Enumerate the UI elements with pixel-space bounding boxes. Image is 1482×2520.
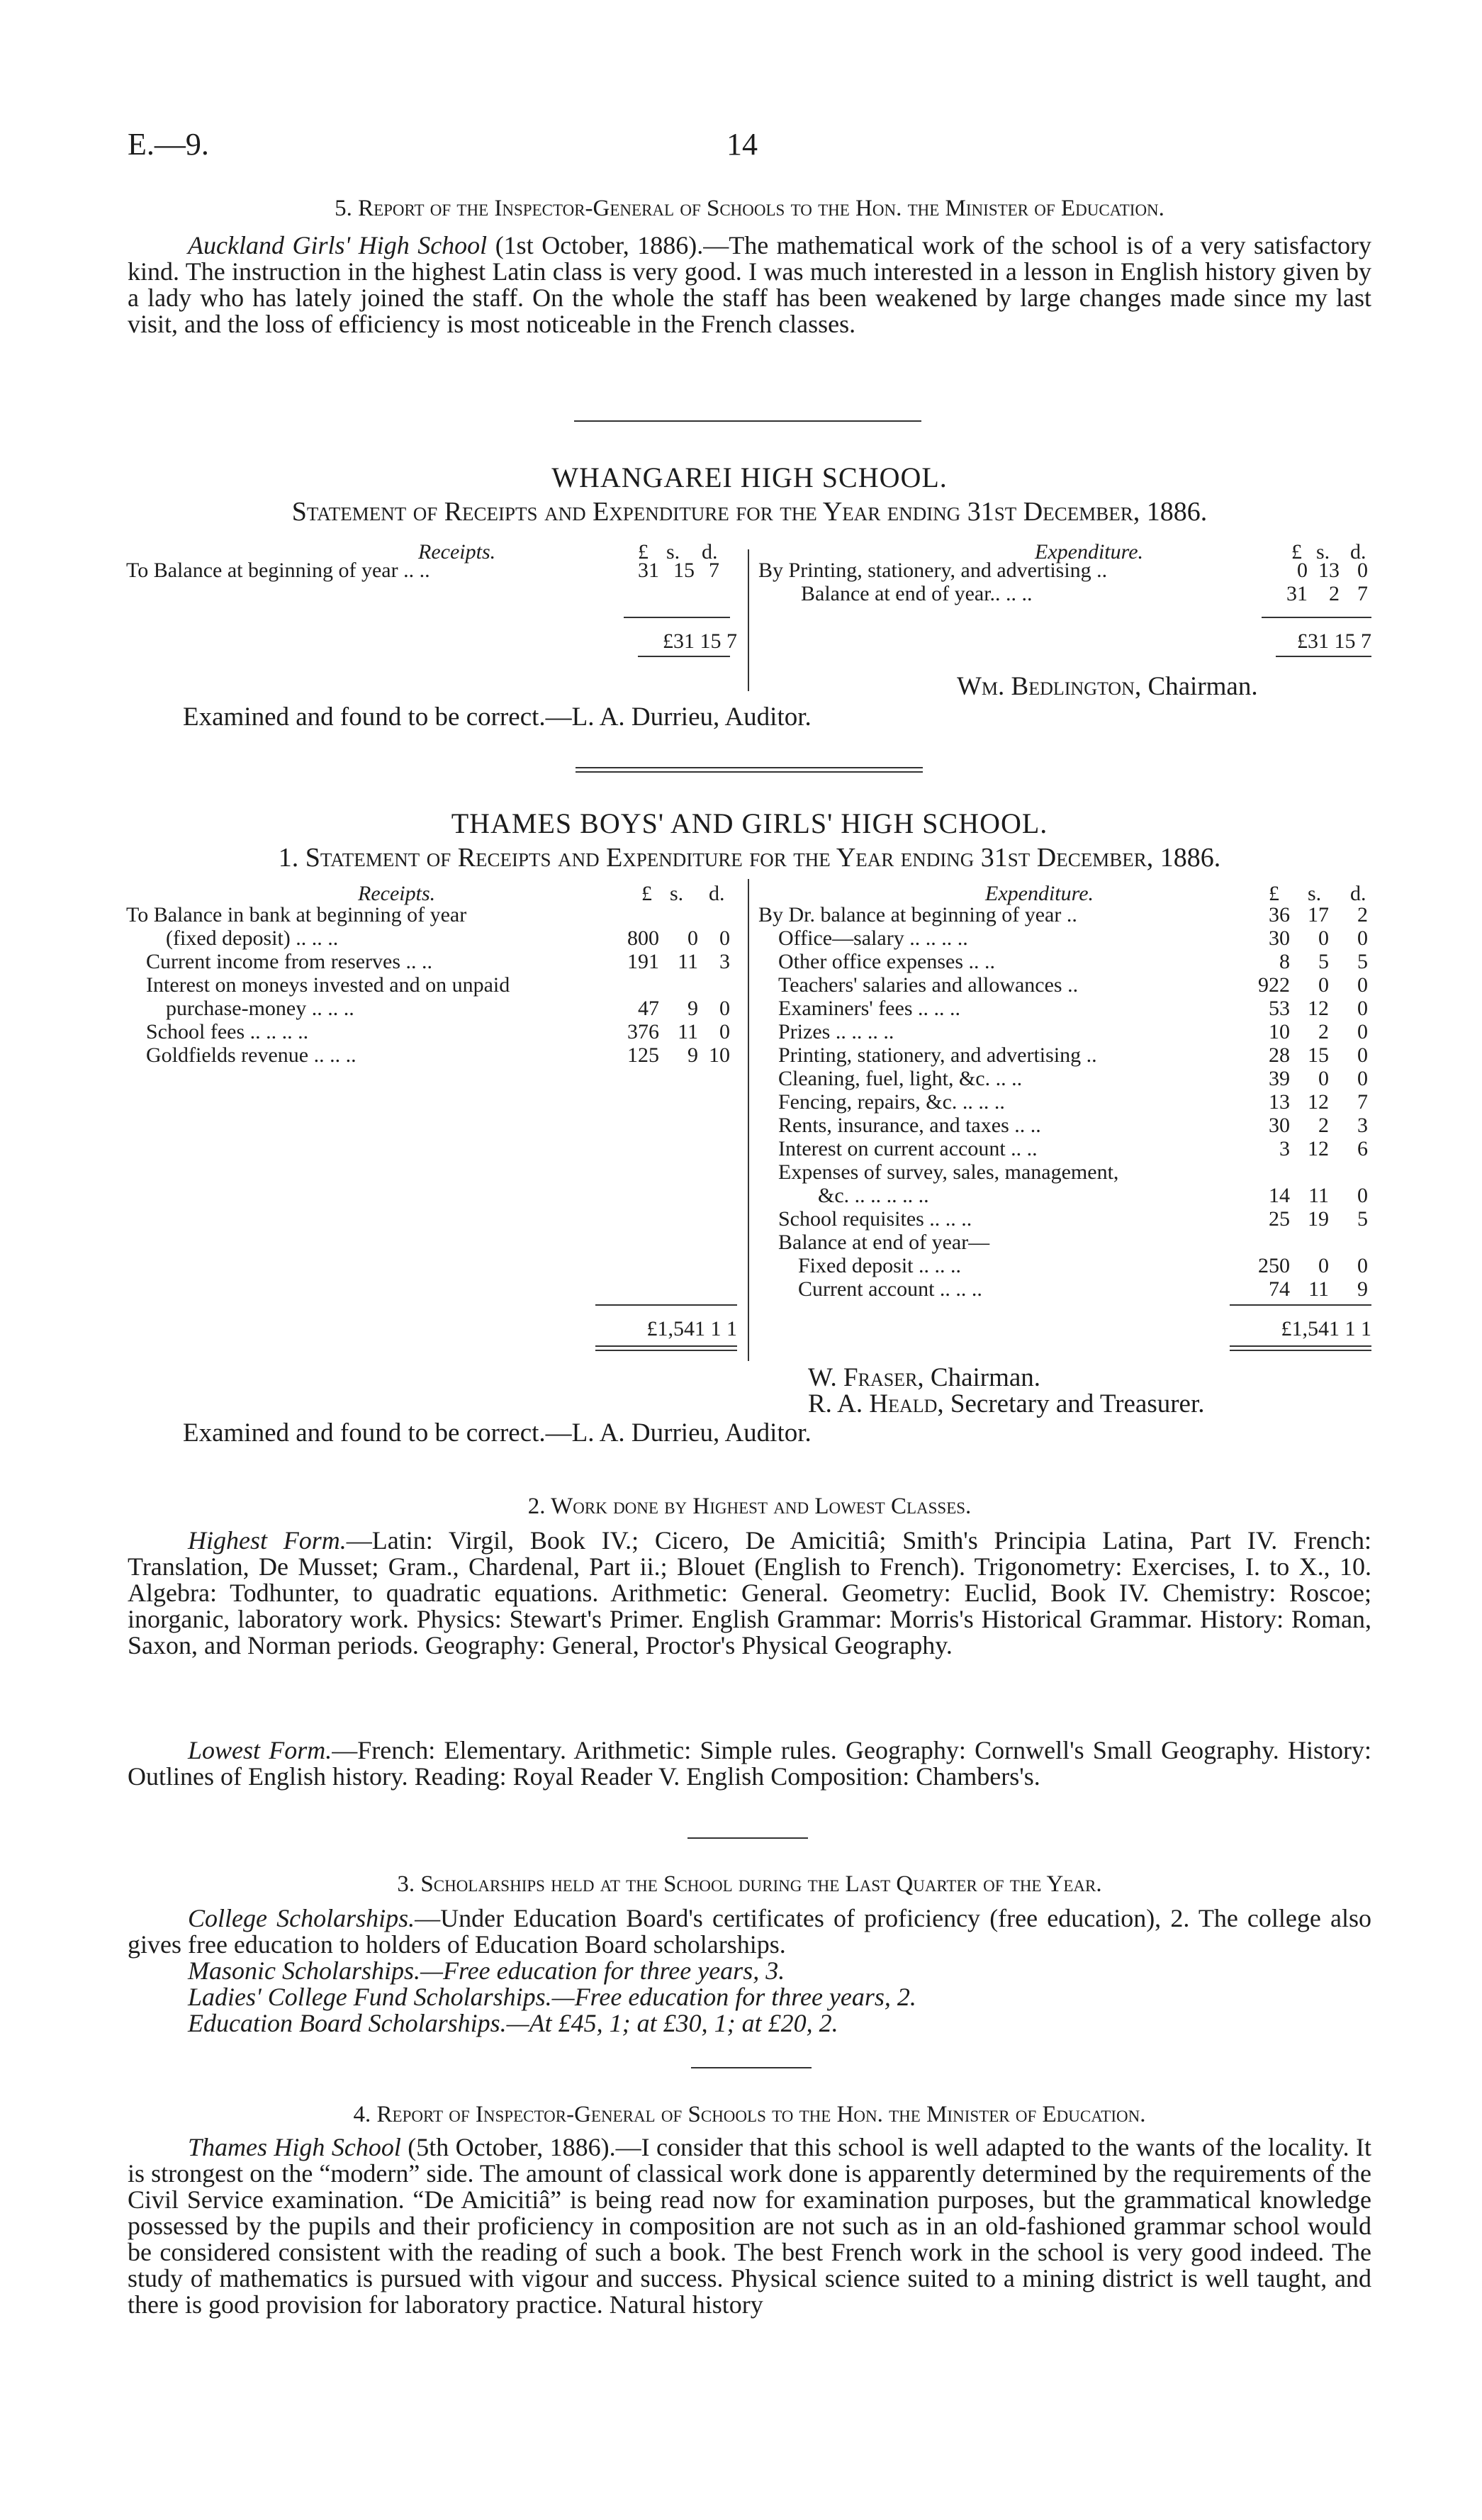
scholarships-masonic: Masonic Scholarships.—Free education for three years, 3. — [188, 1956, 785, 1985]
thames-receipt-row-label: purchase-money .. .. .. — [166, 997, 354, 1020]
whangarei-exp-label-0: By Printing, stationery, and advertising .. — [758, 559, 1108, 582]
thames-double-rule-left-2 — [595, 1350, 737, 1351]
whangarei-d-head-right: d. — [1350, 540, 1366, 564]
whangarei-l-head-left: £ — [638, 540, 649, 564]
whangarei-double-rule-right — [1276, 656, 1371, 657]
whangarei-chairman — [957, 673, 1258, 700]
work-lowest-label: Lowest Form. — [188, 1736, 332, 1764]
thames-receipt-row-label: To Balance in bank at beginning of year — [126, 903, 467, 926]
whangarei-total-receipts: £31 15 7 — [663, 629, 737, 653]
whangarei-title: WHANGAREI HIGH SCHOOL. — [551, 461, 948, 493]
thames-receipt-row-d: 0 — [719, 997, 730, 1020]
thames-receipt-row-d: 0 — [719, 926, 730, 950]
thames-expenditure-row-label: Balance at end of year— — [778, 1231, 990, 1254]
whangarei-s-head-right: s. — [1316, 540, 1330, 564]
thames-receipts-head: Receipts. — [358, 882, 436, 905]
whangarei-receipt-s: 15 — [673, 559, 695, 582]
work-highest-text: —Latin: Virgil, Book IV.; Cicero, De Amicitiâ; Smith's Principia Latina, Part IV. French: Translation, De Musset; Gram., Chardenal, Part ii.; Blouet (English to French). Trigonometry: Exercises, I. to X., 10. Algebra: Todhunter, to quadratic equations. Arithmetic: General. Geometry: Euclid, Book IV. Chemistry: Roscoe; inorganic, laboratory work. Physics: Stewart's Primer. English Grammar: Morris's Historical Grammar. History: Roman, Saxon, and Norman periods. Geography: General, Proctor's Physical Geography. — [128, 1526, 1371, 1659]
thames-s-head-left: s. — [670, 882, 684, 905]
thames-signature-secretary — [808, 1391, 1205, 1417]
thames-expenditure-row-l: 39 — [1269, 1067, 1290, 1090]
thames-expenditure-row-d: 2 — [1357, 903, 1368, 926]
thames-receipt-row-d: 0 — [719, 1020, 730, 1043]
thames-receipt-row-s: 9 — [687, 1043, 698, 1067]
thames-expenditure-row-s: 11 — [1308, 1184, 1329, 1207]
thames-expenditure-row-d: 0 — [1357, 997, 1368, 1020]
thames-total-receipts: £1,541 1 1 — [646, 1317, 737, 1340]
whangarei-chairman-title: , Chairman. — [1134, 672, 1258, 701]
thames-report-text: (5th October, 1886).—I consider that this school is well adapted to the wants of the locality. It is strongest on the “modern” side. The amount of classical work done is apparently determined by the requirements of the Civil Service examination. “De Amicitiâ” is being read now for examination purposes, but the grammatical knowledge possessed by the pupils and their proficiency in composition are not such as in an old-fashioned grammar school would be considered consistent with the reading of such a book. The best French work in the school is very good indeed. The study of mathematics is pursued with vigour and success. Physical science suited to a mining district is well taught, and there is good provision for laboratory practice. Natural history — [128, 2133, 1371, 2319]
thames-receipt-row-l: 376 — [627, 1020, 659, 1043]
thames-expenditure-row-d: 0 — [1357, 1067, 1368, 1090]
thames-expenditure-row-s: 0 — [1318, 1067, 1329, 1090]
thames-expenditure-row-label: Fixed deposit .. .. .. — [798, 1254, 961, 1277]
thames-auditor: Examined and found to be correct.—L. A. Durrieu, Auditor. — [183, 1418, 812, 1447]
thames-expenditure-row-label: Interest on current account .. .. — [778, 1137, 1038, 1160]
thames-double-rule-left — [595, 1345, 737, 1347]
thames-expenditure-row-l: 250 — [1258, 1254, 1290, 1277]
whangarei-chairman-name: Wm. Bedlington — [957, 672, 1135, 701]
divider — [576, 771, 923, 773]
thames-expenditure-row-label: Examiners' fees .. .. .. — [778, 997, 960, 1020]
work-highest-label: Highest Form. — [188, 1526, 347, 1555]
thames-expenditure-row-l: 30 — [1269, 926, 1290, 950]
thames-expenditure-row-l: 28 — [1269, 1043, 1290, 1067]
auckland-heading: 5. Report of the Inspector-General of Schools to the Hon. the Minister of Education. — [335, 196, 1164, 221]
thames-receipt-row-label: Goldfields revenue .. .. .. — [146, 1043, 357, 1067]
thames-receipt-row-l: 191 — [627, 950, 659, 973]
thames-receipt-row-label: Current income from reserves .. .. — [146, 950, 433, 973]
thames-expenditure-row-label: Fencing, repairs, &c. .. .. .. — [778, 1090, 1005, 1114]
thames-expenditure-row-d: 0 — [1357, 1043, 1368, 1067]
thames-expenditure-row-d: 0 — [1357, 973, 1368, 997]
whangarei-receipt-l: 31 — [638, 559, 659, 582]
thames-expenditure-row-d: 3 — [1357, 1114, 1368, 1137]
whangarei-receipt-label: To Balance at beginning of year .. .. — [126, 559, 430, 582]
auckland-text: (1st October, 1886).—The mathematical work of the school is of a very satisfactory kind. The instruction in the highest Latin class is very good. I was much interested in a lesson in English history given by a lady who has lately joined the staff. On the whole the staff has been weakened by large changes made since my last visit, and the loss of efficiency is most noticeable in the French classes. — [128, 231, 1371, 338]
thames-receipt-row-l: 125 — [627, 1043, 659, 1067]
whangarei-s-head-left: s. — [666, 540, 680, 564]
thames-report-paragraph — [128, 2134, 1371, 2318]
thames-expenditure-row-l: 36 — [1269, 903, 1290, 926]
thames-receipt-row-label: School fees .. .. .. .. — [146, 1020, 309, 1043]
thames-column-divider — [748, 879, 749, 1361]
scholarships-heading: 3. Scholarships held at the School during the Last Quarter of the Year. — [397, 1871, 1102, 1897]
thames-receipt-row-label: (fixed deposit) .. .. .. — [166, 926, 339, 950]
thames-expenditure-row-label: Prizes .. .. .. .. — [778, 1020, 894, 1043]
work-highest-paragraph — [128, 1528, 1371, 1659]
thames-expenditure-row-s: 12 — [1308, 997, 1329, 1020]
thames-expenditure-row-s: 19 — [1308, 1207, 1329, 1231]
whangarei-statement: Statement of Receipts and Expenditure for the Year ending 31st December, 1886. — [291, 497, 1208, 527]
whangarei-column-divider — [748, 549, 749, 691]
thames-expenditure-row-s: 2 — [1318, 1020, 1329, 1043]
thames-expenditure-row-s: 17 — [1308, 903, 1329, 926]
thames-chairman-name: W. Fraser — [808, 1363, 918, 1392]
whangarei-exp-label-1: Balance at end of year.. .. .. — [801, 582, 1033, 605]
thames-total-rule-left — [595, 1304, 737, 1306]
whangarei-total-rule-left — [624, 617, 730, 618]
thames-total-rule-right — [1230, 1304, 1371, 1306]
thames-secretary-name: R. A. Heald — [808, 1389, 938, 1418]
thames-double-rule-right — [1230, 1345, 1371, 1347]
thames-expenditure-row-l: 53 — [1269, 997, 1290, 1020]
thames-expenditure-row-d: 9 — [1357, 1277, 1368, 1301]
thames-expenditure-row-d: 5 — [1357, 950, 1368, 973]
thames-signature-chairman — [808, 1365, 1040, 1391]
auckland-school-name: Auckland Girls' High School — [188, 231, 488, 259]
page-ref: E.—9. — [128, 127, 209, 162]
thames-expenditure-row-s: 0 — [1318, 973, 1329, 997]
thames-expenditure-row-s: 0 — [1318, 926, 1329, 950]
thames-expenditure-row-label: Current account .. .. .. — [798, 1277, 982, 1301]
thames-title: THAMES BOYS' AND GIRLS' HIGH SCHOOL. — [451, 807, 1048, 839]
thames-receipt-row-s: 9 — [687, 997, 698, 1020]
thames-receipt-row-l: 800 — [627, 926, 659, 950]
thames-expenditure-row-l: 30 — [1269, 1114, 1290, 1137]
thames-expenditure-row-label: Cleaning, fuel, light, &c. .. .. — [778, 1067, 1023, 1090]
thames-expenditure-row-label: Teachers' salaries and allowances .. — [778, 973, 1079, 997]
thames-report-school: Thames High School — [188, 2133, 401, 2161]
thames-d-head-right: d. — [1350, 882, 1366, 905]
thames-expenditure-row-label: &c. .. .. .. .. .. — [818, 1184, 929, 1207]
thames-expenditure-row-l: 8 — [1279, 950, 1290, 973]
thames-receipt-row-l: 47 — [638, 997, 659, 1020]
thames-expenditure-row-l: 10 — [1269, 1020, 1290, 1043]
thames-expenditure-row-d: 5 — [1357, 1207, 1368, 1231]
thames-expenditure-row-l: 25 — [1269, 1207, 1290, 1231]
thames-expenditure-row-d: 7 — [1357, 1090, 1368, 1114]
thames-total-expenditure: £1,541 1 1 — [1281, 1317, 1371, 1340]
thames-receipt-row-label: Interest on moneys invested and on unpaid — [146, 973, 510, 997]
thames-expenditure-row-s: 5 — [1318, 950, 1329, 973]
whangarei-total-rule-right — [1262, 617, 1371, 618]
thames-receipt-row-d: 3 — [719, 950, 730, 973]
thames-expenditure-row-label: By Dr. balance at beginning of year .. — [758, 903, 1077, 926]
thames-l-head-right: £ — [1269, 882, 1279, 905]
scholarships-ladies: Ladies' College Fund Scholarships.—Free education for three years, 2. — [188, 1983, 916, 2011]
whangarei-total-expenditure: £31 15 7 — [1297, 629, 1371, 653]
work-heading: 2. Work done by Highest and Lowest Classes. — [527, 1494, 972, 1519]
thames-expenditure-row-label: School requisites .. .. .. — [778, 1207, 972, 1231]
thames-expenditure-row-s: 15 — [1308, 1043, 1329, 1067]
thames-expenditure-row-label: Other office expenses .. .. — [778, 950, 996, 973]
whangarei-receipts-head: Receipts. — [418, 540, 496, 564]
scholarships-college-text: —Under Education Board's certificates of proficiency (free education), 2. The college also gives free education to holders of Education Board scholarships. — [128, 1904, 1372, 1959]
thames-statement: 1. Statement of Receipts and Expenditure for the Year ending 31st December, 1886. — [278, 843, 1221, 873]
work-lowest-paragraph — [128, 1737, 1371, 1790]
whangarei-exp-s-0: 13 — [1318, 559, 1340, 582]
divider — [687, 1837, 808, 1839]
thames-chairman-title: , Chairman. — [917, 1363, 1041, 1392]
thames-expenditure-row-l: 74 — [1269, 1277, 1290, 1301]
thames-expenditure-row-s: 12 — [1308, 1137, 1329, 1160]
work-lowest-text: —French: Elementary. Arithmetic: Simple rules. Geography: Cornwell's Small Geography. History: Outlines of English history. Reading: Royal Reader V. English Composition: Chambers's. — [128, 1736, 1371, 1791]
whangarei-exp-l-1: 31 — [1286, 582, 1308, 605]
thames-receipt-row-s: 11 — [678, 1020, 698, 1043]
thames-receipt-row-s: 11 — [678, 950, 698, 973]
thames-d-head-left: d. — [709, 882, 725, 905]
scholarships-college — [128, 1905, 1371, 1958]
thames-expenditure-row-d: 0 — [1357, 1184, 1368, 1207]
scholarships-board: Education Board Scholarships.—At £45, 1; at £30, 1; at £20, 2. — [188, 2009, 838, 2037]
thames-expenditure-row-label: Rents, insurance, and taxes .. .. — [778, 1114, 1041, 1137]
scholarships-college-label: College Scholarships. — [188, 1904, 415, 1932]
page-number: 14 — [726, 127, 758, 162]
whangarei-l-head-right: £ — [1291, 540, 1302, 564]
thames-expenditure-row-l: 13 — [1269, 1090, 1290, 1114]
divider — [576, 767, 923, 768]
thames-expenditure-row-l: 3 — [1279, 1137, 1290, 1160]
thames-expenditure-row-s: 11 — [1308, 1277, 1329, 1301]
thames-expenditure-row-s: 2 — [1318, 1114, 1329, 1137]
thames-report-heading: 4. Report of Inspector-General of Schools to the Hon. the Minister of Education. — [353, 2102, 1146, 2127]
thames-s-head-right: s. — [1308, 882, 1322, 905]
thames-receipt-row-d: 10 — [709, 1043, 730, 1067]
thames-expenditure-row-d: 0 — [1357, 1020, 1368, 1043]
thames-secretary-title: , Secretary and Treasurer. — [937, 1389, 1205, 1418]
thames-receipt-row-s: 0 — [687, 926, 698, 950]
divider — [691, 2067, 812, 2068]
whangarei-auditor: Examined and found to be correct.—L. A. Durrieu, Auditor. — [183, 702, 812, 732]
whangarei-d-head-left: d. — [702, 540, 718, 564]
whangarei-exp-d-0: 0 — [1357, 559, 1368, 582]
whangarei-exp-l-0: 0 — [1297, 559, 1308, 582]
thames-expenditure-row-label: Office—salary .. .. .. .. — [778, 926, 968, 950]
whangarei-exp-d-1: 7 — [1357, 582, 1368, 605]
thames-expenditure-row-d: 6 — [1357, 1137, 1368, 1160]
thames-expenditure-row-l: 922 — [1258, 973, 1290, 997]
thames-expenditure-head: Expenditure. — [985, 882, 1094, 905]
whangarei-exp-s-1: 2 — [1329, 582, 1340, 605]
thames-expenditure-row-s: 12 — [1308, 1090, 1329, 1114]
thames-double-rule-right-2 — [1230, 1350, 1371, 1351]
thames-expenditure-row-s: 0 — [1318, 1254, 1329, 1277]
whangarei-double-rule-left — [638, 656, 730, 657]
auckland-paragraph — [128, 233, 1371, 337]
thames-expenditure-row-d: 0 — [1357, 1254, 1368, 1277]
thames-expenditure-row-d: 0 — [1357, 926, 1368, 950]
divider — [574, 420, 921, 422]
whangarei-expenditure-head: Expenditure. — [1035, 540, 1144, 564]
whangarei-receipt-d: 7 — [709, 559, 719, 582]
thames-expenditure-row-label: Printing, stationery, and advertising .. — [778, 1043, 1097, 1067]
thames-expenditure-row-l: 14 — [1269, 1184, 1290, 1207]
thames-expenditure-row-label: Expenses of survey, sales, management, — [778, 1160, 1119, 1184]
thames-l-head-left: £ — [641, 882, 652, 905]
